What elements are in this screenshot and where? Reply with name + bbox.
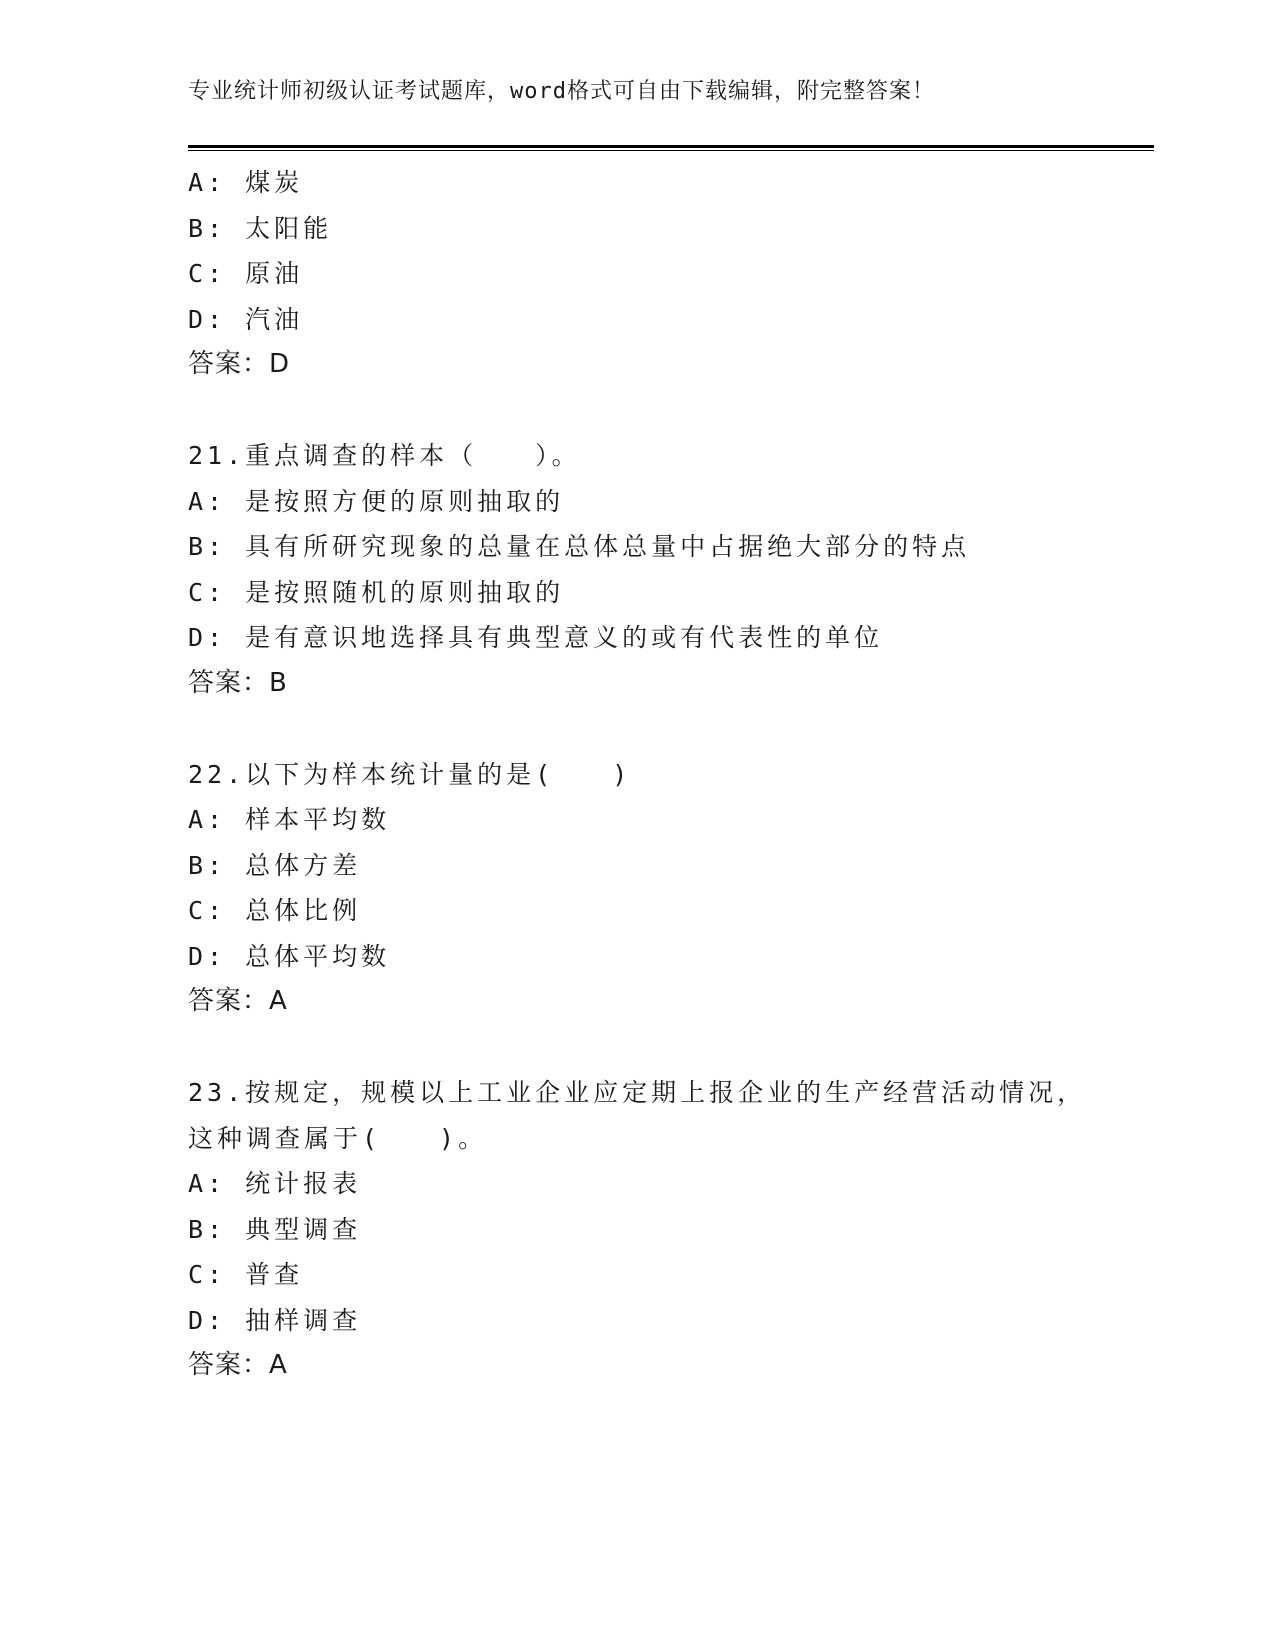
question-text-line-1: 23.按规定，规模以上工业企业应定期上报企业的生产经营活动情况，: [188, 1078, 1087, 1107]
option-b: B: 总体方差: [188, 850, 362, 880]
question-text-line-2: 这种调查属于( )。: [188, 1123, 488, 1153]
option-c: C: 是按照随机的原则抽取的: [188, 577, 565, 607]
spacer: [188, 388, 1154, 434]
option-a: A: 是按照方便的原则抽取的: [188, 486, 565, 516]
answer: 答案：D: [188, 349, 291, 379]
option-b: B: 典型调查: [188, 1214, 362, 1244]
option-d: D: 抽样调查: [188, 1305, 362, 1335]
question-22: [188, 752, 1154, 1025]
option-d: D: 是有意识地选择具有典型意义的或有代表性的单位: [188, 623, 884, 652]
question-text: 22.以下为样本统计量的是( ): [188, 759, 632, 789]
spacer: [188, 706, 1154, 752]
option-a: A: 煤炭: [188, 168, 304, 197]
option-a: A: 样本平均数: [188, 805, 391, 834]
header-rule-thin: [188, 150, 1154, 151]
question-20: [188, 160, 1154, 388]
page-header: 专业统计师初级认证考试题库，word格式可自由下载编辑，附完整答案！: [188, 79, 935, 104]
header-rule-thick: [188, 145, 1154, 148]
question-list: [188, 160, 1154, 1389]
question-23: [188, 1070, 1154, 1389]
answer: 答案：A: [188, 1350, 288, 1380]
option-c: C: 总体比例: [188, 896, 362, 925]
answer: 答案：A: [188, 986, 288, 1016]
option-b: B: 太阳能: [188, 213, 333, 243]
option-c: C: 普查: [188, 1260, 304, 1289]
answer: 答案：B: [188, 667, 288, 698]
option-c: C: 原油: [188, 259, 304, 288]
question-text: 21.重点调查的样本（ ）。: [188, 441, 581, 470]
option-d: D: 汽油: [188, 304, 304, 334]
option-b: B: 具有所研究现象的总量在总体总量中占据绝大部分的特点: [188, 532, 971, 561]
spacer: [188, 1025, 1154, 1071]
option-a: A: 统计报表: [188, 1169, 362, 1198]
option-d: D: 总体平均数: [188, 941, 391, 971]
question-21: [188, 433, 1154, 706]
